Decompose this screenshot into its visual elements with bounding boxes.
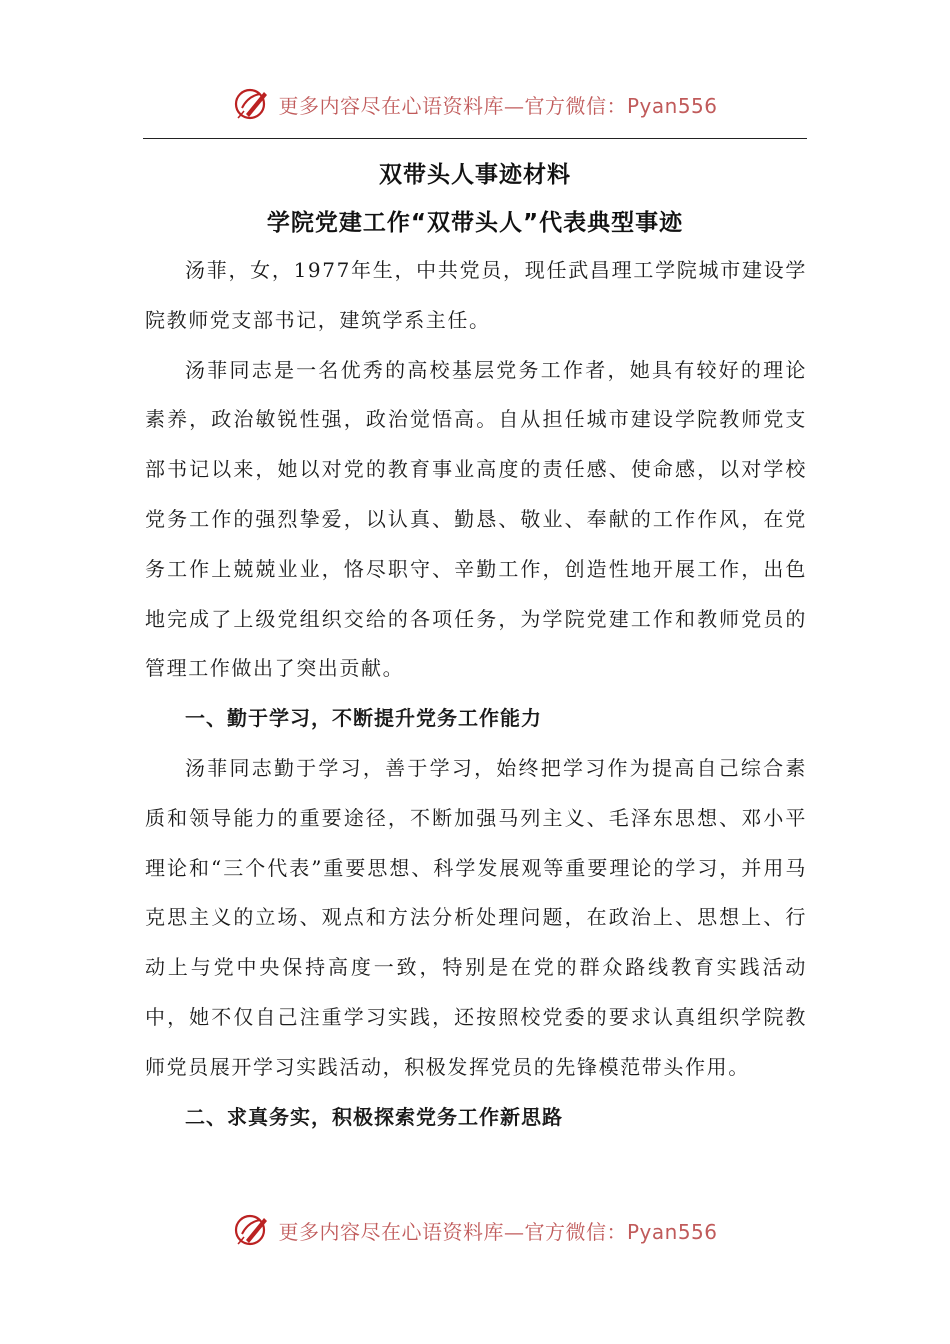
document-title: 双带头人事迹材料 (379, 162, 571, 188)
header-divider (143, 138, 807, 139)
section-heading-1: 一、勤于学习，不断提升党务工作能力 (185, 706, 542, 731)
footer-banner-text: 更多内容尽在心语资料库—官方微信：Pyan556 (278, 1219, 718, 1244)
header-banner (0, 82, 950, 126)
header-banner-text: 更多内容尽在心语资料库—官方微信：Pyan556 (278, 93, 718, 118)
section-paragraph-1: 汤菲同志勤于学习，善于学习，始终把学习作为提高自己综合素质和领导能力的重要途径，不断加强马列主义、毛泽东思想、邓小平理论和“三个代表”重要思想、科学发展观等重要理论的学习，并用马克思主义的立场、观点和方法分析处理问题，在政治上、思想上、行动上与党中央保持高度一致，特别是在党的群众路线教育实践活动中，她不仅自己注重学习实践，还按照校党委的要求认真组织学院教师党员展开学习实践活动，积极发挥党员的先锋模范带头作用。 (145, 755, 807, 1079)
paragraph-summary: 汤菲同志是一名优秀的高校基层党务工作者，她具有较好的理论素养，政治敏锐性强，政治觉悟高。自从担任城市建设学院教师党支部书记以来，她以对党的教育事业高度的责任感、使命感，以对学校党务工作的强烈挚爱，以认真、勤恳、敬业、奉献的工作作风，在党务工作上兢兢业业，恪尽职守、辛勤工作，创造性地开展工作，出色地完成了上级党组织交给的各项任务，为学院党建工作和教师党员的管理工作做出了突出贡献。 (145, 357, 807, 681)
pen-logo-icon (232, 1210, 272, 1250)
paragraph-intro: 汤菲，女，1977年生，中共党员，现任武昌理工学院城市建设学院教师党支部书记，建筑学系主任。 (145, 258, 807, 332)
pen-logo-icon (232, 84, 272, 124)
document-body (145, 246, 807, 1142)
document-subtitle: 学院党建工作“双带头人”代表典型事迹 (266, 210, 684, 236)
section-heading-2: 二、求真务实，积极探索党务工作新思路 (185, 1104, 563, 1129)
footer-banner (0, 1208, 950, 1252)
